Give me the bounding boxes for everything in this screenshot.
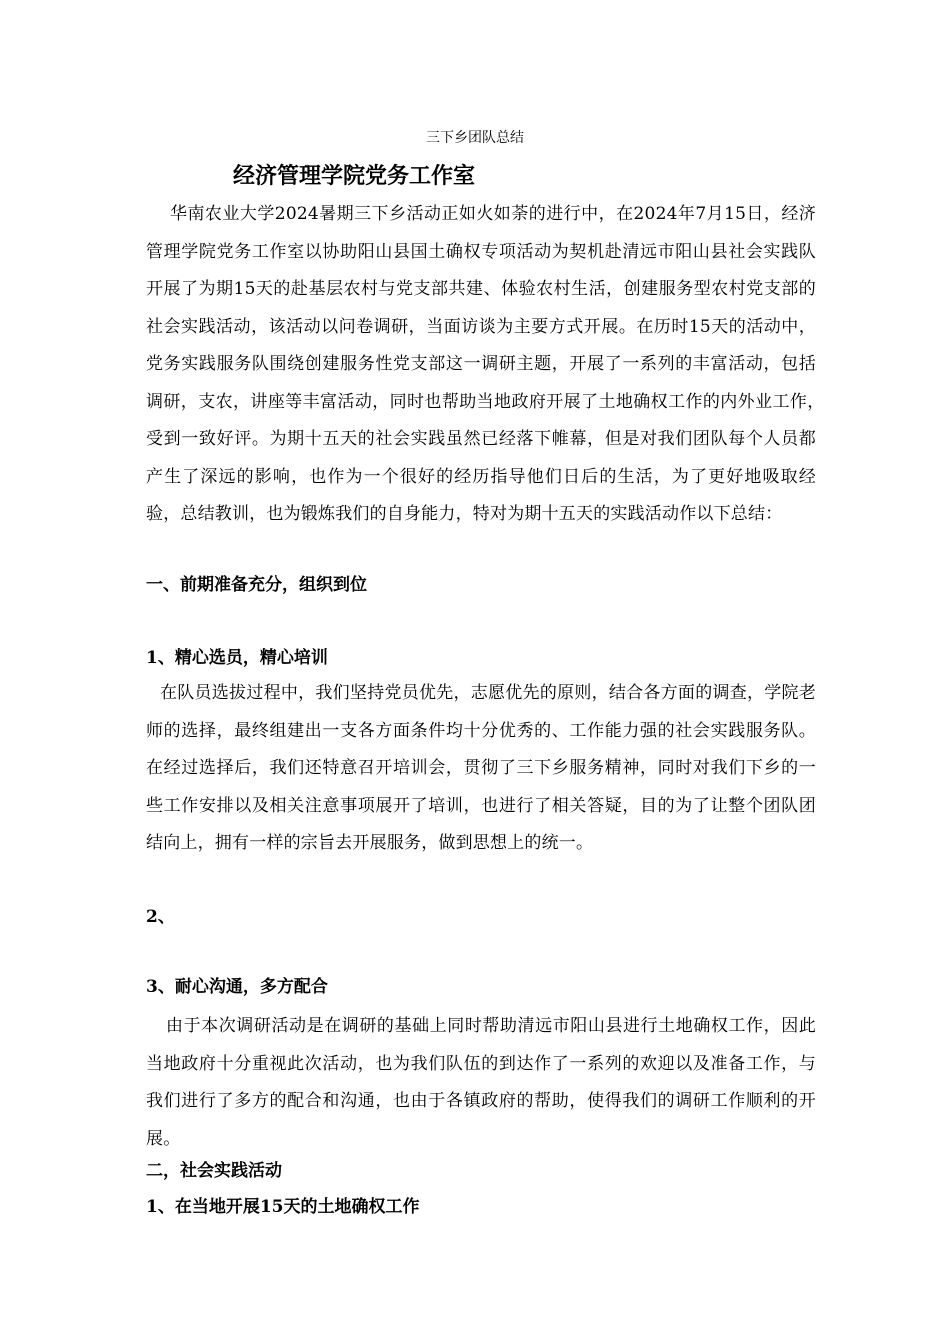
intro-paragraph: 华南农业大学2024暑期三下乡活动正如火如荼的进行中，在2024年7月15日，经济管理学院党务工作室以协助阳山县国土确权专项活动为契机赴清远市阳山县社会实践队开展了为期15天的赴基层农村与党支部共建、体验农村生活，创建服务型农村党支部的社会实践活动，该活动以问卷调研，当面访谈为主要方式开展。在历时15天的活动中，党务实践服务队围绕创建服务性党支部这一调研主题，开展了一系列的丰富活动，包括调研，支农，讲座等丰富活动，同时也帮助当地政府开展了土地确权工作的内外业工作， 受到一致好评。为期十五天的社会实践虽然已经落下帷幕，但是对我们团队每个人员都产生了深远的影响，也作为一个很好的经历指导他们日后的生活，为了更好地吸取经验，总结教训，也为锻炼我们的自身能力，特对为期十五天的实践活动作以下总结： <box>146 204 834 524</box>
section2-heading: 二，社会实践活动 <box>146 1161 282 1181</box>
section1-heading: 一、前期准备充分，组织到位 <box>146 575 367 595</box>
document-title: 经济管理学院党务工作室 <box>233 163 476 189</box>
sub2-heading: 2、 <box>146 907 175 927</box>
sub1-heading: 1、精心选员，精心培训 <box>146 648 328 668</box>
sub3-paragraph: 由于本次调研活动是在调研的基础上同时帮助清远市阳山县进行土地确权工作，因此当地政府十分重视此次活动，也为我们队伍的到达作了一系列的欢迎以及准备工作，与我们进行了多方的配合和沟通，也由于各镇政府的帮助，使得我们的调研工作顺利的开展。 <box>146 1016 816 1149</box>
sec2-sub1-heading: 1、在当地开展15天的土地确权工作 <box>146 1197 420 1217</box>
sub1-paragraph: 在队员选拔过程中，我们坚持党员优先，志愿优先的原则，结合各方面的调查，学院老师的选择，最终组建出一支各方面条件均十分优秀的、工作能力强的社会实践服务队。在经过选择后，我们还特意召开培训会，贯彻了三下乡服务精神，同时对我们下乡的一些工作安排以及相关注意事项展开了培训，也进行了相关答疑，目的为了让整个团队团结向上，拥有一样的宗旨去开展服务，做到思想上的统一。 <box>146 683 816 853</box>
document-header: 三下乡团队总结 <box>426 130 524 146</box>
sub3-heading: 3、耐心沟通，多方配合 <box>146 977 328 997</box>
